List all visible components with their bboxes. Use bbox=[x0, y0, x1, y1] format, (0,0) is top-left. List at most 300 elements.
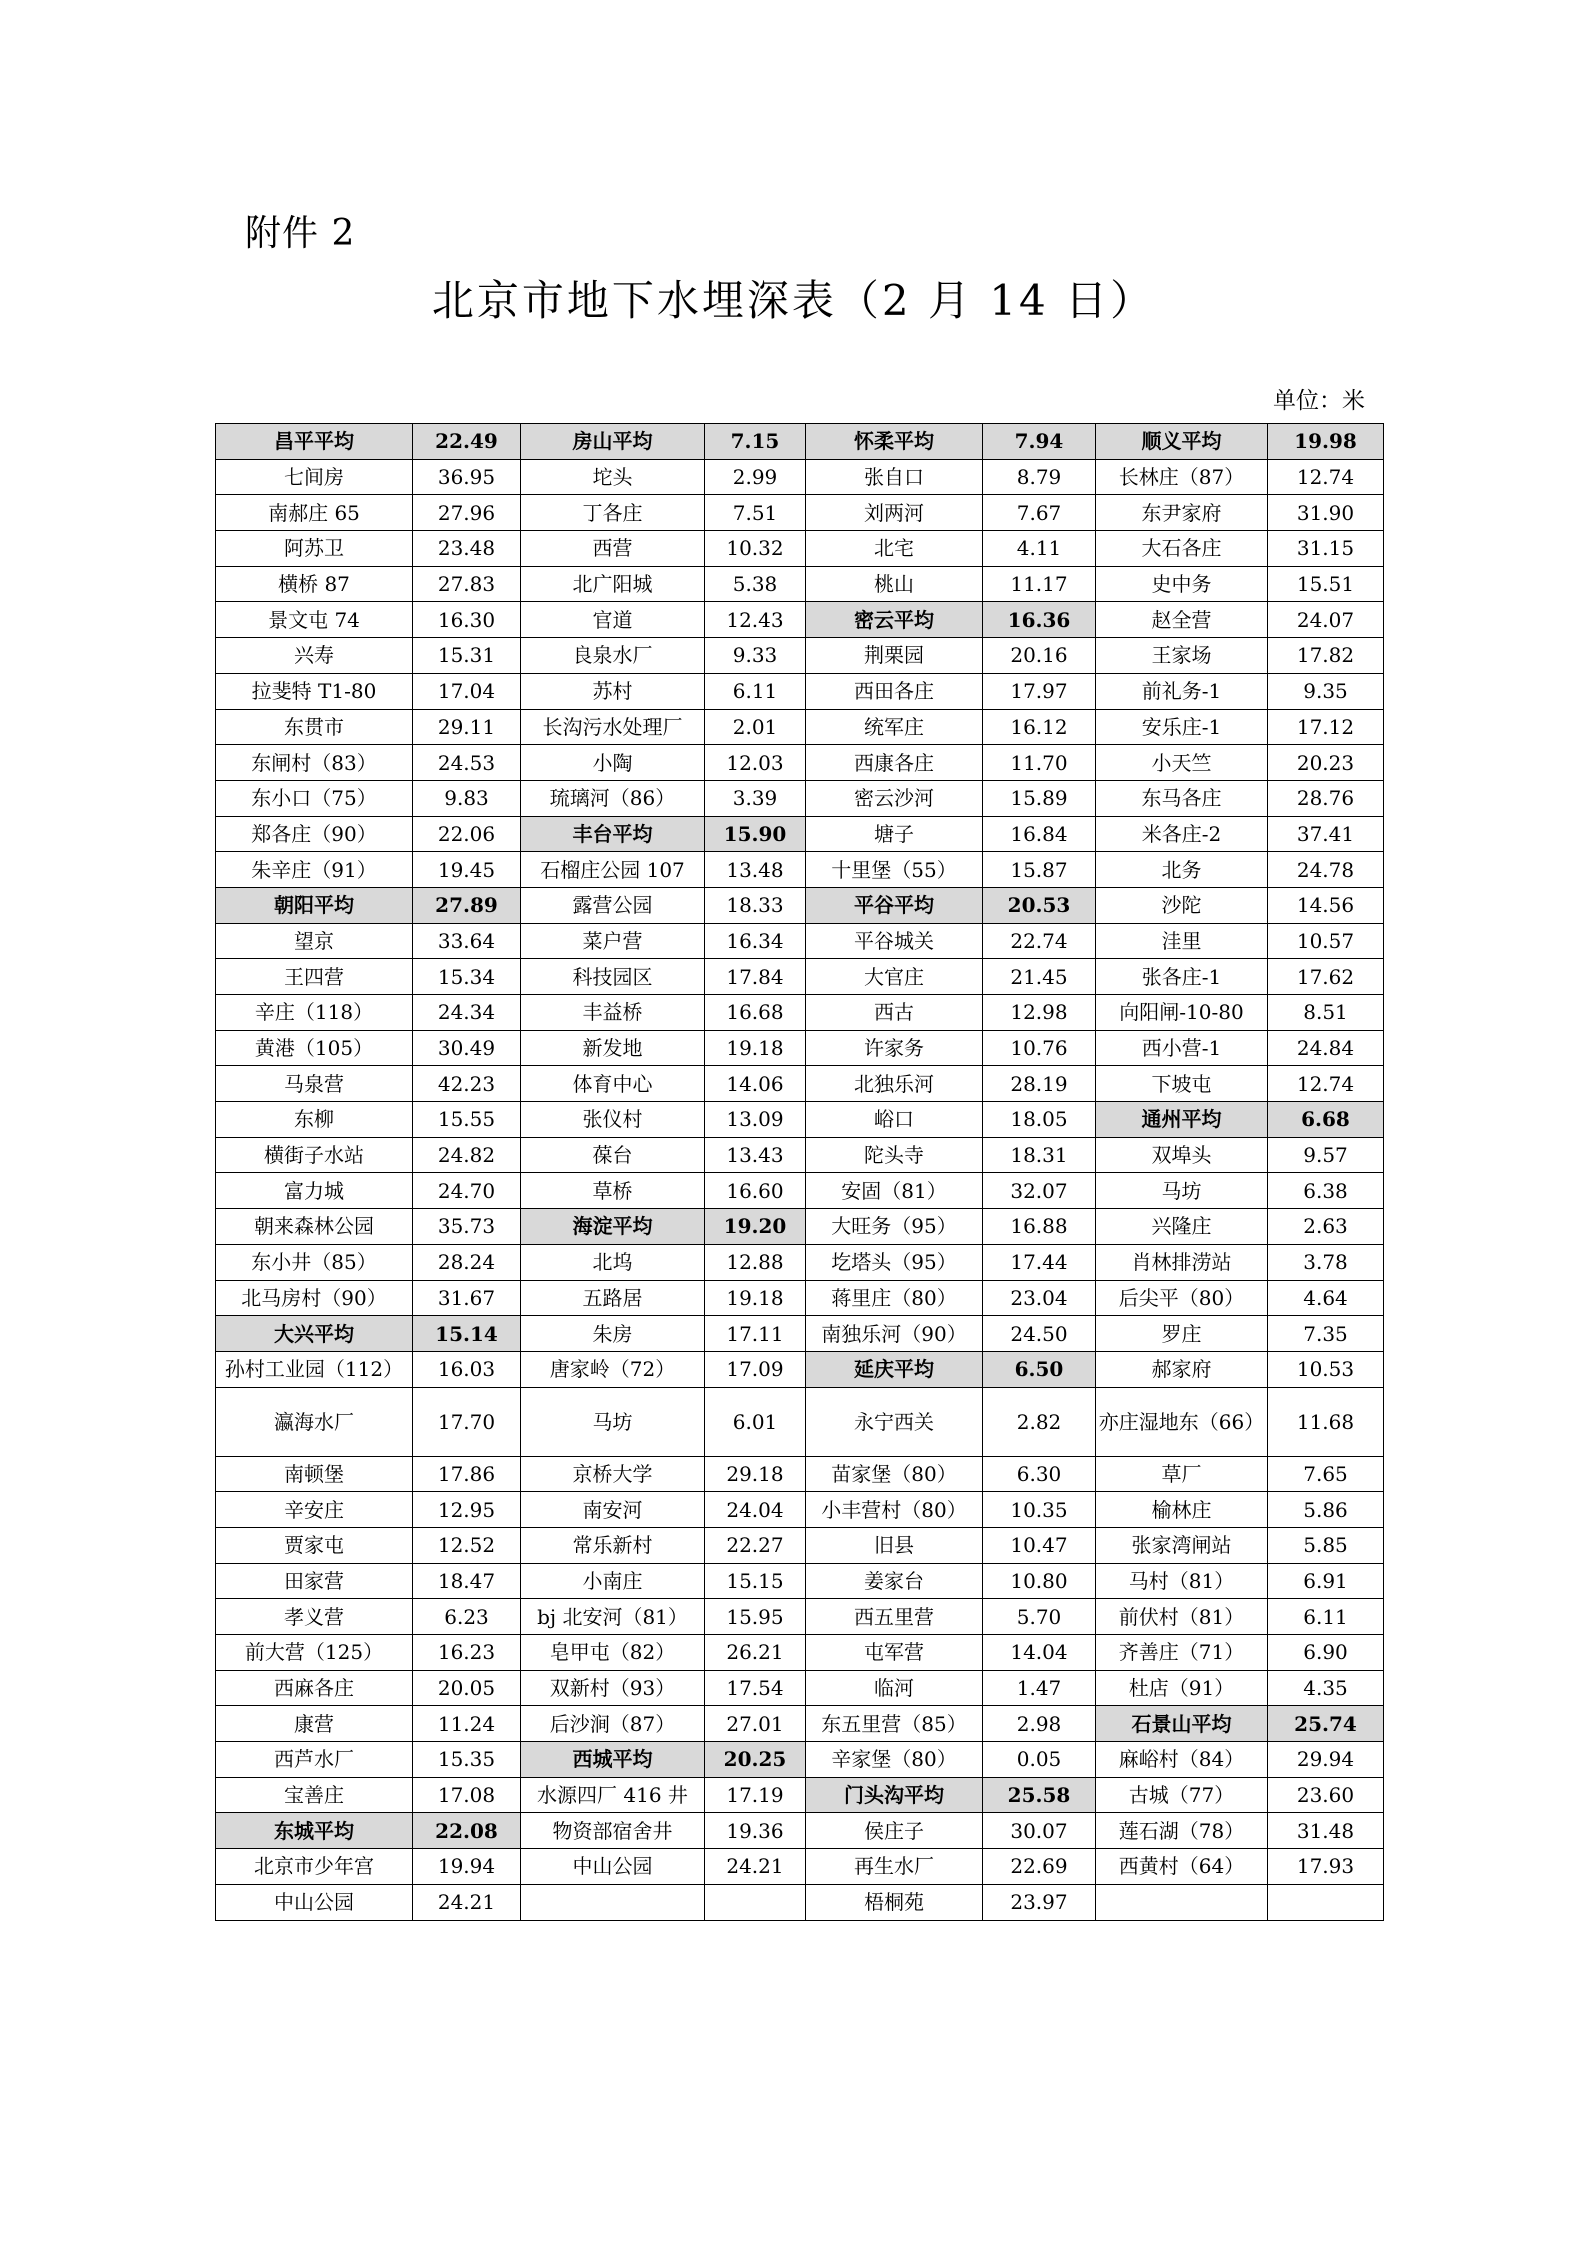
station-name: 张家湾闸站 bbox=[1096, 1527, 1268, 1563]
station-depth: 17.54 bbox=[705, 1670, 806, 1706]
station-depth: 17.70 bbox=[413, 1387, 521, 1456]
station-name: 梧桐苑 bbox=[806, 1884, 983, 1920]
station-depth: 32.07 bbox=[983, 1173, 1096, 1209]
station-depth: 29.18 bbox=[705, 1456, 806, 1492]
station-depth: 22.69 bbox=[983, 1849, 1096, 1885]
table-row bbox=[216, 995, 1384, 1031]
table-row bbox=[216, 816, 1384, 852]
station-name: 五路居 bbox=[521, 1280, 705, 1316]
station-name: 密云沙河 bbox=[806, 780, 983, 816]
station-name: 十里堡（55） bbox=[806, 852, 983, 888]
station-name: 统军庄 bbox=[806, 709, 983, 745]
district-average-name: 昌平平均 bbox=[216, 424, 413, 460]
district-average-depth: 6.50 bbox=[983, 1351, 1096, 1387]
station-name: 琉璃河（86） bbox=[521, 780, 705, 816]
table-row bbox=[216, 1173, 1384, 1209]
station-name: 北坞 bbox=[521, 1244, 705, 1280]
station-name: 圪塔头（95） bbox=[806, 1244, 983, 1280]
station-depth: 24.53 bbox=[413, 745, 521, 781]
unit-label: 单位：米 bbox=[1273, 388, 1365, 414]
station-name: 拉斐特 T1-80 bbox=[216, 673, 413, 709]
station-name: 葆台 bbox=[521, 1137, 705, 1173]
station-name bbox=[1096, 1884, 1268, 1920]
station-name: 刘两河 bbox=[806, 495, 983, 531]
station-depth: 37.41 bbox=[1268, 816, 1384, 852]
district-average-name: 石景山平均 bbox=[1096, 1706, 1268, 1742]
station-name: 南安河 bbox=[521, 1492, 705, 1528]
table-row bbox=[216, 959, 1384, 995]
district-average-name: 西城平均 bbox=[521, 1742, 705, 1778]
table-row bbox=[216, 602, 1384, 638]
table-row bbox=[216, 1351, 1384, 1387]
station-name: 宝善庄 bbox=[216, 1777, 413, 1813]
station-name: bj 北安河（81） bbox=[521, 1599, 705, 1635]
station-depth: 42.23 bbox=[413, 1066, 521, 1102]
table-row bbox=[216, 1316, 1384, 1352]
table-row bbox=[216, 1387, 1384, 1456]
station-depth: 17.08 bbox=[413, 1777, 521, 1813]
annex-label: 附件 2 bbox=[245, 213, 356, 254]
station-name: 东五里营（85） bbox=[806, 1706, 983, 1742]
station-depth: 17.84 bbox=[705, 959, 806, 995]
station-depth: 23.48 bbox=[413, 531, 521, 567]
station-depth: 6.11 bbox=[1268, 1599, 1384, 1635]
station-depth: 4.35 bbox=[1268, 1670, 1384, 1706]
station-depth: 6.23 bbox=[413, 1599, 521, 1635]
station-depth: 22.27 bbox=[705, 1527, 806, 1563]
station-name: 辛家堡（80） bbox=[806, 1742, 983, 1778]
station-depth: 7.35 bbox=[1268, 1316, 1384, 1352]
station-depth: 31.15 bbox=[1268, 531, 1384, 567]
station-name: 马坊 bbox=[1096, 1173, 1268, 1209]
station-depth: 10.32 bbox=[705, 531, 806, 567]
station-depth: 7.65 bbox=[1268, 1456, 1384, 1492]
station-name: 横桥 87 bbox=[216, 566, 413, 602]
station-depth: 30.07 bbox=[983, 1813, 1096, 1849]
station-name: 小丰营村（80） bbox=[806, 1492, 983, 1528]
station-depth: 29.94 bbox=[1268, 1742, 1384, 1778]
station-name: 长林庄（87） bbox=[1096, 459, 1268, 495]
station-name: 蒋里庄（80） bbox=[806, 1280, 983, 1316]
station-depth: 26.21 bbox=[705, 1635, 806, 1671]
station-name: 坨头 bbox=[521, 459, 705, 495]
station-name: 长沟污水处理厂 bbox=[521, 709, 705, 745]
station-depth: 12.95 bbox=[413, 1492, 521, 1528]
station-name: 北务 bbox=[1096, 852, 1268, 888]
district-average-name: 密云平均 bbox=[806, 602, 983, 638]
station-depth: 19.45 bbox=[413, 852, 521, 888]
station-depth: 18.05 bbox=[983, 1102, 1096, 1138]
station-name: 马泉营 bbox=[216, 1066, 413, 1102]
station-name: 横街子水站 bbox=[216, 1137, 413, 1173]
station-depth: 20.23 bbox=[1268, 745, 1384, 781]
district-average-depth: 25.58 bbox=[983, 1777, 1096, 1813]
table-row bbox=[216, 1456, 1384, 1492]
station-name: 张自口 bbox=[806, 459, 983, 495]
table-row bbox=[216, 780, 1384, 816]
station-name: 菜户营 bbox=[521, 923, 705, 959]
station-name: 西营 bbox=[521, 531, 705, 567]
station-depth: 9.57 bbox=[1268, 1137, 1384, 1173]
station-name: 大旺务（95） bbox=[806, 1209, 983, 1245]
station-name: 赵全营 bbox=[1096, 602, 1268, 638]
table-row bbox=[216, 495, 1384, 531]
station-depth: 15.89 bbox=[983, 780, 1096, 816]
station-name: 七间房 bbox=[216, 459, 413, 495]
station-depth: 2.99 bbox=[705, 459, 806, 495]
station-depth: 6.38 bbox=[1268, 1173, 1384, 1209]
station-name: 西五里营 bbox=[806, 1599, 983, 1635]
station-name: 安固（81） bbox=[806, 1173, 983, 1209]
station-depth: 17.11 bbox=[705, 1316, 806, 1352]
station-depth: 11.68 bbox=[1268, 1387, 1384, 1456]
station-depth: 6.30 bbox=[983, 1456, 1096, 1492]
station-name: 北马房村（90） bbox=[216, 1280, 413, 1316]
page-title: 北京市地下水埋深表（2 月 14 日） bbox=[431, 276, 1156, 325]
station-depth: 17.93 bbox=[1268, 1849, 1384, 1885]
table-row bbox=[216, 1137, 1384, 1173]
station-name: 侯庄子 bbox=[806, 1813, 983, 1849]
station-depth: 17.12 bbox=[1268, 709, 1384, 745]
station-depth: 2.98 bbox=[983, 1706, 1096, 1742]
table-row bbox=[216, 923, 1384, 959]
station-depth: 16.12 bbox=[983, 709, 1096, 745]
station-depth: 33.64 bbox=[413, 923, 521, 959]
station-name: 兴隆庄 bbox=[1096, 1209, 1268, 1245]
table-row bbox=[216, 1563, 1384, 1599]
station-depth: 28.19 bbox=[983, 1066, 1096, 1102]
station-name: 中山公园 bbox=[521, 1849, 705, 1885]
station-name: 荆栗园 bbox=[806, 638, 983, 674]
station-name: 科技园区 bbox=[521, 959, 705, 995]
district-average-depth: 19.98 bbox=[1268, 424, 1384, 460]
station-depth: 24.04 bbox=[705, 1492, 806, 1528]
station-name: 东马各庄 bbox=[1096, 780, 1268, 816]
station-depth: 16.30 bbox=[413, 602, 521, 638]
station-name: 景文屯 74 bbox=[216, 602, 413, 638]
station-depth: 8.51 bbox=[1268, 995, 1384, 1031]
station-name: 小陶 bbox=[521, 745, 705, 781]
station-depth: 24.34 bbox=[413, 995, 521, 1031]
station-name: 西芦水厂 bbox=[216, 1742, 413, 1778]
table-row bbox=[216, 709, 1384, 745]
station-name: 沙陀 bbox=[1096, 887, 1268, 923]
station-depth: 23.60 bbox=[1268, 1777, 1384, 1813]
station-name: 郝家府 bbox=[1096, 1351, 1268, 1387]
station-depth: 30.49 bbox=[413, 1030, 521, 1066]
station-name: 向阳闸-10-80 bbox=[1096, 995, 1268, 1031]
table-row bbox=[216, 673, 1384, 709]
station-name: 西田各庄 bbox=[806, 673, 983, 709]
station-depth: 27.96 bbox=[413, 495, 521, 531]
station-depth: 18.31 bbox=[983, 1137, 1096, 1173]
station-name: 亦庄湿地东（66） bbox=[1096, 1387, 1268, 1456]
station-name: 姜家台 bbox=[806, 1563, 983, 1599]
station-name: 草厂 bbox=[1096, 1456, 1268, 1492]
station-name: 北独乐河 bbox=[806, 1066, 983, 1102]
table-row bbox=[216, 1884, 1384, 1920]
station-depth: 7.51 bbox=[705, 495, 806, 531]
table-row bbox=[216, 1244, 1384, 1280]
station-depth: 11.17 bbox=[983, 566, 1096, 602]
station-depth: 10.80 bbox=[983, 1563, 1096, 1599]
station-depth: 4.11 bbox=[983, 531, 1096, 567]
district-average-depth: 20.25 bbox=[705, 1742, 806, 1778]
district-average-name: 门头沟平均 bbox=[806, 1777, 983, 1813]
station-name: 皂甲屯（82） bbox=[521, 1635, 705, 1671]
station-depth: 24.21 bbox=[705, 1849, 806, 1885]
station-name: 永宁西关 bbox=[806, 1387, 983, 1456]
station-depth: 13.48 bbox=[705, 852, 806, 888]
district-average-name: 大兴平均 bbox=[216, 1316, 413, 1352]
station-name: 郑各庄（90） bbox=[216, 816, 413, 852]
district-average-name: 怀柔平均 bbox=[806, 424, 983, 460]
station-name: 西古 bbox=[806, 995, 983, 1031]
station-depth: 12.74 bbox=[1268, 459, 1384, 495]
station-depth: 12.43 bbox=[705, 602, 806, 638]
district-average-depth: 27.89 bbox=[413, 887, 521, 923]
district-average-name: 房山平均 bbox=[521, 424, 705, 460]
station-depth: 16.88 bbox=[983, 1209, 1096, 1245]
station-depth: 31.48 bbox=[1268, 1813, 1384, 1849]
station-depth: 12.88 bbox=[705, 1244, 806, 1280]
district-average-depth: 15.14 bbox=[413, 1316, 521, 1352]
station-depth: 17.86 bbox=[413, 1456, 521, 1492]
station-depth: 17.44 bbox=[983, 1244, 1096, 1280]
station-name: 石榴庄公园 107 bbox=[521, 852, 705, 888]
station-name: 康营 bbox=[216, 1706, 413, 1742]
station-depth: 11.70 bbox=[983, 745, 1096, 781]
station-depth: 17.19 bbox=[705, 1777, 806, 1813]
station-depth: 23.04 bbox=[983, 1280, 1096, 1316]
station-depth: 14.56 bbox=[1268, 887, 1384, 923]
district-average-depth: 6.68 bbox=[1268, 1102, 1384, 1138]
station-depth: 17.09 bbox=[705, 1351, 806, 1387]
station-depth: 2.82 bbox=[983, 1387, 1096, 1456]
station-depth: 12.03 bbox=[705, 745, 806, 781]
district-average-name: 平谷平均 bbox=[806, 887, 983, 923]
table-row bbox=[216, 745, 1384, 781]
station-name: 朝来森林公园 bbox=[216, 1209, 413, 1245]
station-depth: 28.24 bbox=[413, 1244, 521, 1280]
station-depth: 6.90 bbox=[1268, 1635, 1384, 1671]
district-average-name: 延庆平均 bbox=[806, 1351, 983, 1387]
district-average-depth: 15.90 bbox=[705, 816, 806, 852]
station-name: 新发地 bbox=[521, 1030, 705, 1066]
station-depth: 10.47 bbox=[983, 1527, 1096, 1563]
station-name: 后尖平（80） bbox=[1096, 1280, 1268, 1316]
station-depth: 10.57 bbox=[1268, 923, 1384, 959]
station-name: 双埠头 bbox=[1096, 1137, 1268, 1173]
station-name: 兴寿 bbox=[216, 638, 413, 674]
station-name: 古城（77） bbox=[1096, 1777, 1268, 1813]
table-row bbox=[216, 1599, 1384, 1635]
table-row bbox=[216, 424, 1384, 460]
station-depth: 15.51 bbox=[1268, 566, 1384, 602]
station-name: 西黄村（64） bbox=[1096, 1849, 1268, 1885]
table-row bbox=[216, 566, 1384, 602]
station-depth: 27.83 bbox=[413, 566, 521, 602]
station-name: 双新村（93） bbox=[521, 1670, 705, 1706]
station-depth: 16.03 bbox=[413, 1351, 521, 1387]
station-depth: 9.33 bbox=[705, 638, 806, 674]
station-depth: 5.86 bbox=[1268, 1492, 1384, 1528]
station-depth: 6.01 bbox=[705, 1387, 806, 1456]
table-row bbox=[216, 1030, 1384, 1066]
station-depth: 6.11 bbox=[705, 673, 806, 709]
station-name: 杜店（91） bbox=[1096, 1670, 1268, 1706]
station-name: 西康各庄 bbox=[806, 745, 983, 781]
station-name: 榆林庄 bbox=[1096, 1492, 1268, 1528]
station-depth: 15.35 bbox=[413, 1742, 521, 1778]
district-average-depth: 7.15 bbox=[705, 424, 806, 460]
district-average-name: 朝阳平均 bbox=[216, 887, 413, 923]
station-depth: 24.82 bbox=[413, 1137, 521, 1173]
station-name: 洼里 bbox=[1096, 923, 1268, 959]
station-name: 瀛海水厂 bbox=[216, 1387, 413, 1456]
station-depth: 5.70 bbox=[983, 1599, 1096, 1635]
station-name: 草桥 bbox=[521, 1173, 705, 1209]
station-name: 陀头寺 bbox=[806, 1137, 983, 1173]
station-depth: 18.47 bbox=[413, 1563, 521, 1599]
station-depth: 31.90 bbox=[1268, 495, 1384, 531]
station-depth: 24.70 bbox=[413, 1173, 521, 1209]
station-name: 米各庄-2 bbox=[1096, 816, 1268, 852]
station-depth: 19.36 bbox=[705, 1813, 806, 1849]
station-depth: 24.07 bbox=[1268, 602, 1384, 638]
station-name: 京桥大学 bbox=[521, 1456, 705, 1492]
district-average-depth: 22.08 bbox=[413, 1813, 521, 1849]
station-name: 东柳 bbox=[216, 1102, 413, 1138]
station-name: 前大营（125） bbox=[216, 1635, 413, 1671]
station-name: 大官庄 bbox=[806, 959, 983, 995]
station-name: 史中务 bbox=[1096, 566, 1268, 602]
station-name: 丁各庄 bbox=[521, 495, 705, 531]
station-name: 辛安庄 bbox=[216, 1492, 413, 1528]
station-depth: 1.47 bbox=[983, 1670, 1096, 1706]
station-name: 后沙涧（87） bbox=[521, 1706, 705, 1742]
station-name: 苏村 bbox=[521, 673, 705, 709]
station-depth: 27.01 bbox=[705, 1706, 806, 1742]
station-name: 南顿堡 bbox=[216, 1456, 413, 1492]
station-name: 前礼务-1 bbox=[1096, 673, 1268, 709]
station-name: 南独乐河（90） bbox=[806, 1316, 983, 1352]
station-name: 前伏村（81） bbox=[1096, 1599, 1268, 1635]
station-depth: 10.35 bbox=[983, 1492, 1096, 1528]
station-depth: 15.15 bbox=[705, 1563, 806, 1599]
station-name: 马坊 bbox=[521, 1387, 705, 1456]
station-name: 小天竺 bbox=[1096, 745, 1268, 781]
table-row bbox=[216, 1492, 1384, 1528]
station-depth: 5.38 bbox=[705, 566, 806, 602]
district-average-depth: 25.74 bbox=[1268, 1706, 1384, 1742]
station-name: 莲石湖（78） bbox=[1096, 1813, 1268, 1849]
table-row bbox=[216, 1742, 1384, 1778]
station-depth: 2.63 bbox=[1268, 1209, 1384, 1245]
station-depth: 16.23 bbox=[413, 1635, 521, 1671]
station-depth: 29.11 bbox=[413, 709, 521, 745]
station-depth: 20.16 bbox=[983, 638, 1096, 674]
station-depth: 15.34 bbox=[413, 959, 521, 995]
district-average-depth: 20.53 bbox=[983, 887, 1096, 923]
station-depth: 12.98 bbox=[983, 995, 1096, 1031]
station-name: 王四营 bbox=[216, 959, 413, 995]
station-depth: 3.78 bbox=[1268, 1244, 1384, 1280]
table-row bbox=[216, 1849, 1384, 1885]
station-depth: 4.64 bbox=[1268, 1280, 1384, 1316]
station-name: 良泉水厂 bbox=[521, 638, 705, 674]
station-name: 大石各庄 bbox=[1096, 531, 1268, 567]
station-name: 安乐庄-1 bbox=[1096, 709, 1268, 745]
table-row bbox=[216, 1777, 1384, 1813]
station-name: 西小营-1 bbox=[1096, 1030, 1268, 1066]
station-depth: 16.34 bbox=[705, 923, 806, 959]
station-name: 齐善庄（71） bbox=[1096, 1635, 1268, 1671]
station-name: 孙村工业园（112） bbox=[216, 1351, 413, 1387]
station-depth: 15.95 bbox=[705, 1599, 806, 1635]
district-average-name: 通州平均 bbox=[1096, 1102, 1268, 1138]
station-depth: 9.83 bbox=[413, 780, 521, 816]
station-depth bbox=[705, 1884, 806, 1920]
station-name: 中山公园 bbox=[216, 1884, 413, 1920]
station-depth: 2.01 bbox=[705, 709, 806, 745]
station-name bbox=[521, 1884, 705, 1920]
station-name: 肖林排涝站 bbox=[1096, 1244, 1268, 1280]
station-depth: 14.06 bbox=[705, 1066, 806, 1102]
station-name: 露营公园 bbox=[521, 887, 705, 923]
station-depth: 16.68 bbox=[705, 995, 806, 1031]
station-depth: 18.33 bbox=[705, 887, 806, 923]
station-name: 富力城 bbox=[216, 1173, 413, 1209]
table-row bbox=[216, 1280, 1384, 1316]
station-depth: 17.82 bbox=[1268, 638, 1384, 674]
station-depth: 10.53 bbox=[1268, 1351, 1384, 1387]
district-average-depth: 7.94 bbox=[983, 424, 1096, 460]
station-depth: 20.05 bbox=[413, 1670, 521, 1706]
station-name: 峪口 bbox=[806, 1102, 983, 1138]
station-name: 辛庄（118） bbox=[216, 995, 413, 1031]
station-name: 官道 bbox=[521, 602, 705, 638]
station-name: 小南庄 bbox=[521, 1563, 705, 1599]
station-name: 塘子 bbox=[806, 816, 983, 852]
station-name: 旧县 bbox=[806, 1527, 983, 1563]
station-name: 苗家堡（80） bbox=[806, 1456, 983, 1492]
station-name: 罗庄 bbox=[1096, 1316, 1268, 1352]
station-name: 阿苏卫 bbox=[216, 531, 413, 567]
table-row bbox=[216, 1813, 1384, 1849]
station-depth: 17.62 bbox=[1268, 959, 1384, 995]
station-depth: 14.04 bbox=[983, 1635, 1096, 1671]
station-name: 望京 bbox=[216, 923, 413, 959]
station-depth: 21.45 bbox=[983, 959, 1096, 995]
table-row bbox=[216, 531, 1384, 567]
station-depth: 15.55 bbox=[413, 1102, 521, 1138]
table-row bbox=[216, 1066, 1384, 1102]
station-name: 北广阳城 bbox=[521, 566, 705, 602]
district-average-name: 丰台平均 bbox=[521, 816, 705, 852]
station-name: 水源四厂 416 井 bbox=[521, 1777, 705, 1813]
station-name: 麻峪村（84） bbox=[1096, 1742, 1268, 1778]
station-depth: 13.09 bbox=[705, 1102, 806, 1138]
station-name: 东闸村（83） bbox=[216, 745, 413, 781]
station-depth bbox=[1268, 1884, 1384, 1920]
station-depth: 24.84 bbox=[1268, 1030, 1384, 1066]
station-name: 田家营 bbox=[216, 1563, 413, 1599]
table-row bbox=[216, 1102, 1384, 1138]
station-depth: 23.97 bbox=[983, 1884, 1096, 1920]
station-depth: 16.60 bbox=[705, 1173, 806, 1209]
groundwater-table bbox=[215, 423, 1384, 1921]
